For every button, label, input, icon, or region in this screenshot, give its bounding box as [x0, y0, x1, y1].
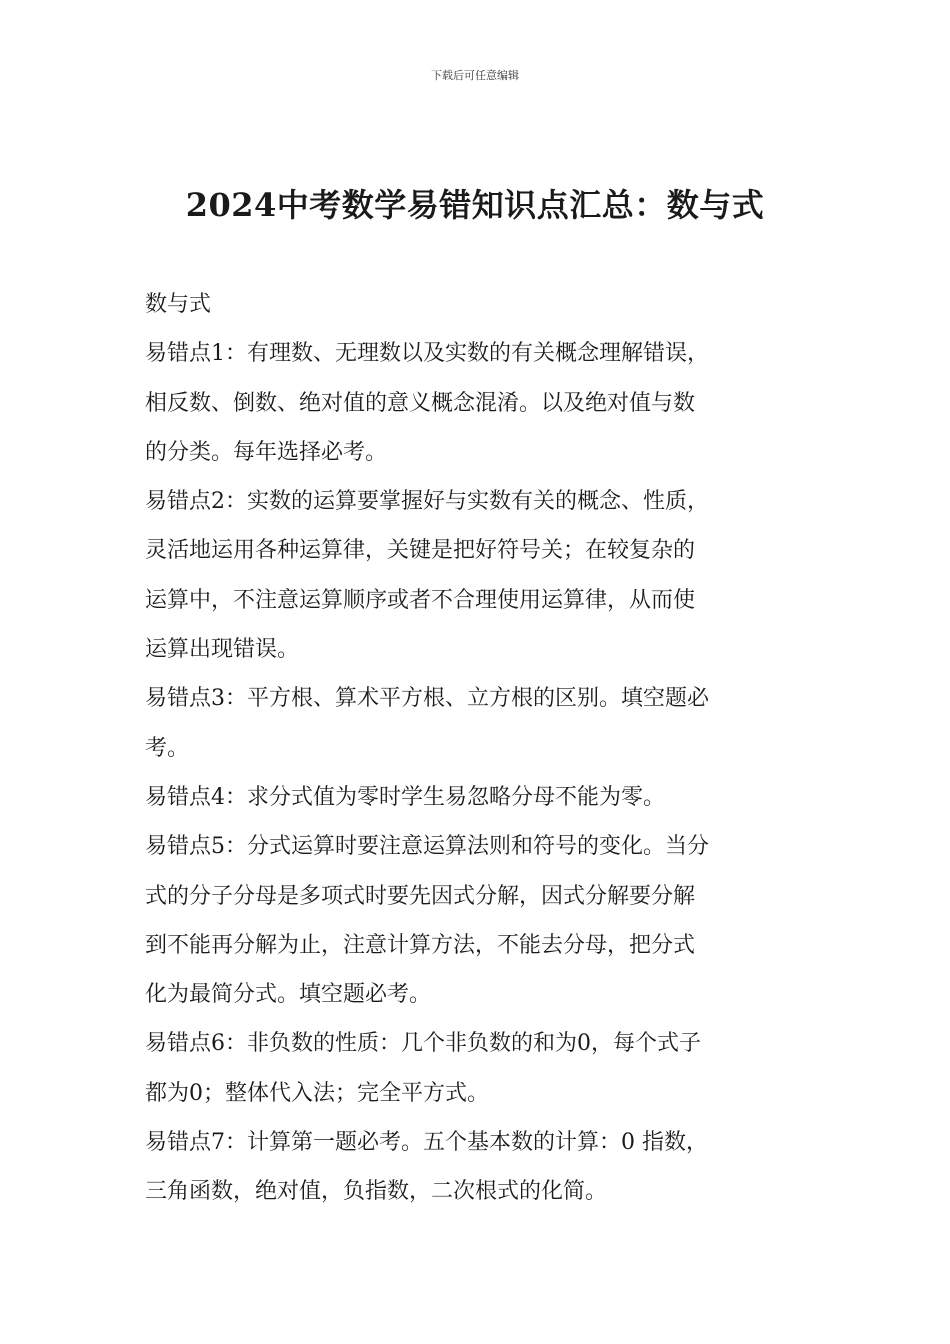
text-line: 易错点5：分式运算时要注意运算法则和符号的变化。当分 — [145, 834, 709, 860]
text-line: 的分类。每年选择必考。 — [145, 439, 388, 465]
text-line: 运算出现错误。 — [145, 637, 300, 663]
text-line: 相反数、倒数、绝对值的意义概念混淆。以及绝对值与数 — [145, 390, 696, 416]
text-line: 考。 — [145, 735, 190, 761]
header-note: 下载后可任意编辑 — [431, 69, 519, 82]
text-line: 式的分子分母是多项式时要先因式分解，因式分解要分解 — [145, 883, 696, 909]
text-line: 易错点2：实数的运算要掌握好与实数有关的概念、性质， — [145, 489, 709, 515]
text-line: 运算中，不注意运算顺序或者不合理使用运算律，从而使 — [145, 587, 696, 613]
text-line: 灵活地运用各种运算律，关键是把好符号关；在较复杂的 — [145, 538, 696, 564]
text-line: 易错点6：非负数的性质：几个非负数的和为0，每个式子 — [145, 1031, 701, 1057]
section-heading: 数与式 — [145, 292, 212, 317]
document-title: 2024中考数学易错知识点汇总：数与式 — [185, 186, 765, 224]
text-line: 易错点4：求分式值为零时学生易忽略分母不能为零。 — [145, 784, 665, 810]
text-line: 易错点1：有理数、无理数以及实数的有关概念理解错误， — [145, 341, 709, 367]
document-body — [145, 280, 805, 1217]
text-line: 都为0；整体代入法；完全平方式。 — [145, 1080, 489, 1106]
text-line: 到不能再分解为止，注意计算方法，不能去分母，把分式 — [145, 932, 696, 958]
text-line: 易错点7：计算第一题必考。五个基本数的计算：0 指数， — [145, 1130, 708, 1156]
text-line: 易错点3：平方根、算术平方根、立方根的区别。填空题必 — [145, 686, 709, 712]
text-line: 三角函数，绝对值，负指数，二次根式的化简。 — [145, 1179, 608, 1205]
text-line: 化为最简分式。填空题必考。 — [145, 982, 432, 1008]
